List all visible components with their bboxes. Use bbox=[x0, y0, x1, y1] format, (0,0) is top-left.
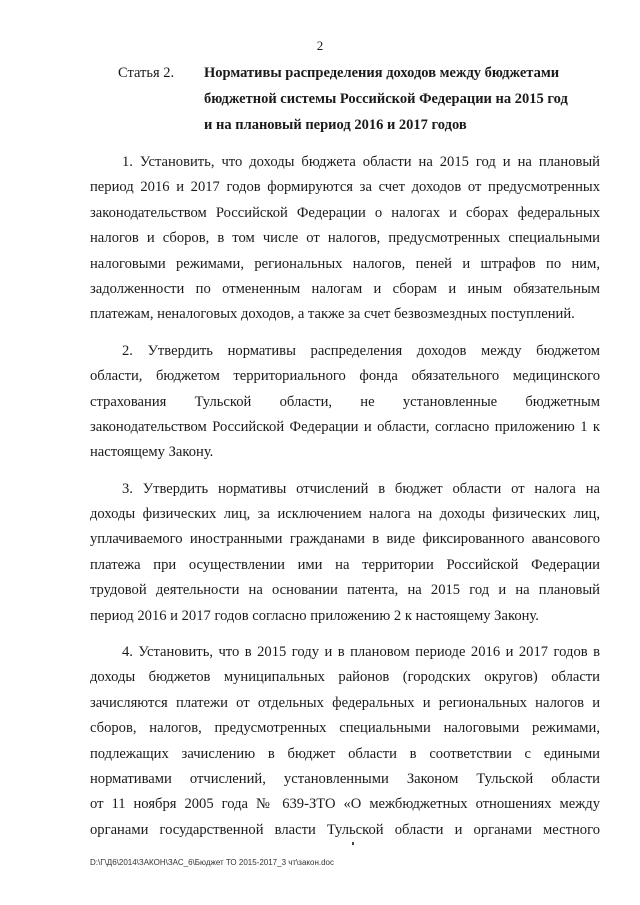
text-line: период 2016 и 2017 годов согласно приложению 2 к настоящему Закону. bbox=[90, 607, 539, 624]
text-line: законодательством Российской Федерации о налогах и сборах федеральных bbox=[90, 204, 600, 221]
paragraph-3 bbox=[90, 477, 600, 629]
footer-file-path: D:\Г\Д6\2014\ЗАКОН\ЗАС_6\Бюджет ТО 2015-2017_3 чт\закон.doc bbox=[90, 858, 335, 867]
article-title-line: бюджетной системы Российской Федерации на 2015 год bbox=[204, 91, 568, 107]
text-line: налогов и сборов, в том числе от налогов, предусмотренных специальными bbox=[90, 230, 600, 247]
paragraph-1 bbox=[90, 150, 600, 328]
text-line: доходы физических лиц, за исключением налога на доходы физических лиц, bbox=[90, 506, 600, 523]
text-line: области, бюджетом территориального фонда обязательного медицинского bbox=[90, 368, 600, 385]
text-line: страхования Тульской области, не установленные бюджетным bbox=[90, 393, 600, 410]
article-title-line: Нормативы распределения доходов между бюджетами bbox=[204, 65, 560, 81]
text-line: от 11 ноября 2005 года № 639-ЗТО «О межбюджетных отношениях между bbox=[90, 796, 600, 813]
paragraph-2 bbox=[90, 339, 600, 466]
text-line: нормативами отчислений, установленными Законом Тульской области bbox=[90, 770, 600, 787]
text-line: уплачиваемого иностранными гражданами в виде фиксированного авансового bbox=[90, 531, 600, 548]
text-line: период 2016 и 2017 годов формируются за счет доходов от предусмотренных bbox=[90, 179, 600, 196]
article-label: Статья 2. bbox=[118, 65, 175, 81]
text-line: доходы бюджетов муниципальных районов (городских округов) области bbox=[90, 669, 600, 686]
text-line: настоящему Закону. bbox=[90, 444, 214, 461]
text-line: задолженности по отмененным налогам и сборам и иным обязательным bbox=[90, 280, 600, 297]
text-line: 4. Установить, что в 2015 году и в плановом периоде 2016 и 2017 годов в bbox=[122, 644, 600, 661]
text-line: трудовой деятельности на основании патента, на 2015 год и на плановый bbox=[90, 582, 600, 599]
paragraph-4 bbox=[90, 640, 600, 843]
article-title-line: и на плановый период 2016 и 2017 годов bbox=[204, 117, 467, 133]
text-line: органами государственной власти Тульской области и органами местного bbox=[90, 821, 600, 838]
text-line: 1. Установить, что доходы бюджета области на 2015 год и на плановый bbox=[122, 154, 600, 170]
text-line: 2. Утвердить нормативы распределения доходов между бюджетом bbox=[122, 342, 600, 359]
text-line: налоговыми режимами, региональных налогов, пеней и штрафов по ним, bbox=[90, 255, 600, 272]
text-line: платежам, неналоговых доходов, а также за счет безвозмездных поступлений. bbox=[90, 306, 575, 323]
text-line: платежа при осуществлении ими на территории Российской Федерации bbox=[90, 556, 600, 573]
text-line: законодательством Российской Федерации и области, согласно приложению 1 к bbox=[90, 418, 600, 435]
article-body bbox=[90, 150, 600, 854]
text-line: подлежащих зачислению в бюджет области в соответствии с едиными bbox=[90, 745, 600, 762]
article-title bbox=[204, 60, 604, 138]
text-line: зачисляются платежи от отдельных федеральных и региональных налогов и bbox=[90, 694, 600, 711]
page-number: 2 bbox=[316, 38, 324, 53]
text-line: 3. Утвердить нормативы отчислений в бюджет области от налога на bbox=[122, 480, 600, 497]
scan-speck bbox=[352, 842, 354, 845]
text-line: сборов, налогов, предусмотренных специальными налоговыми режимами, bbox=[90, 720, 600, 737]
